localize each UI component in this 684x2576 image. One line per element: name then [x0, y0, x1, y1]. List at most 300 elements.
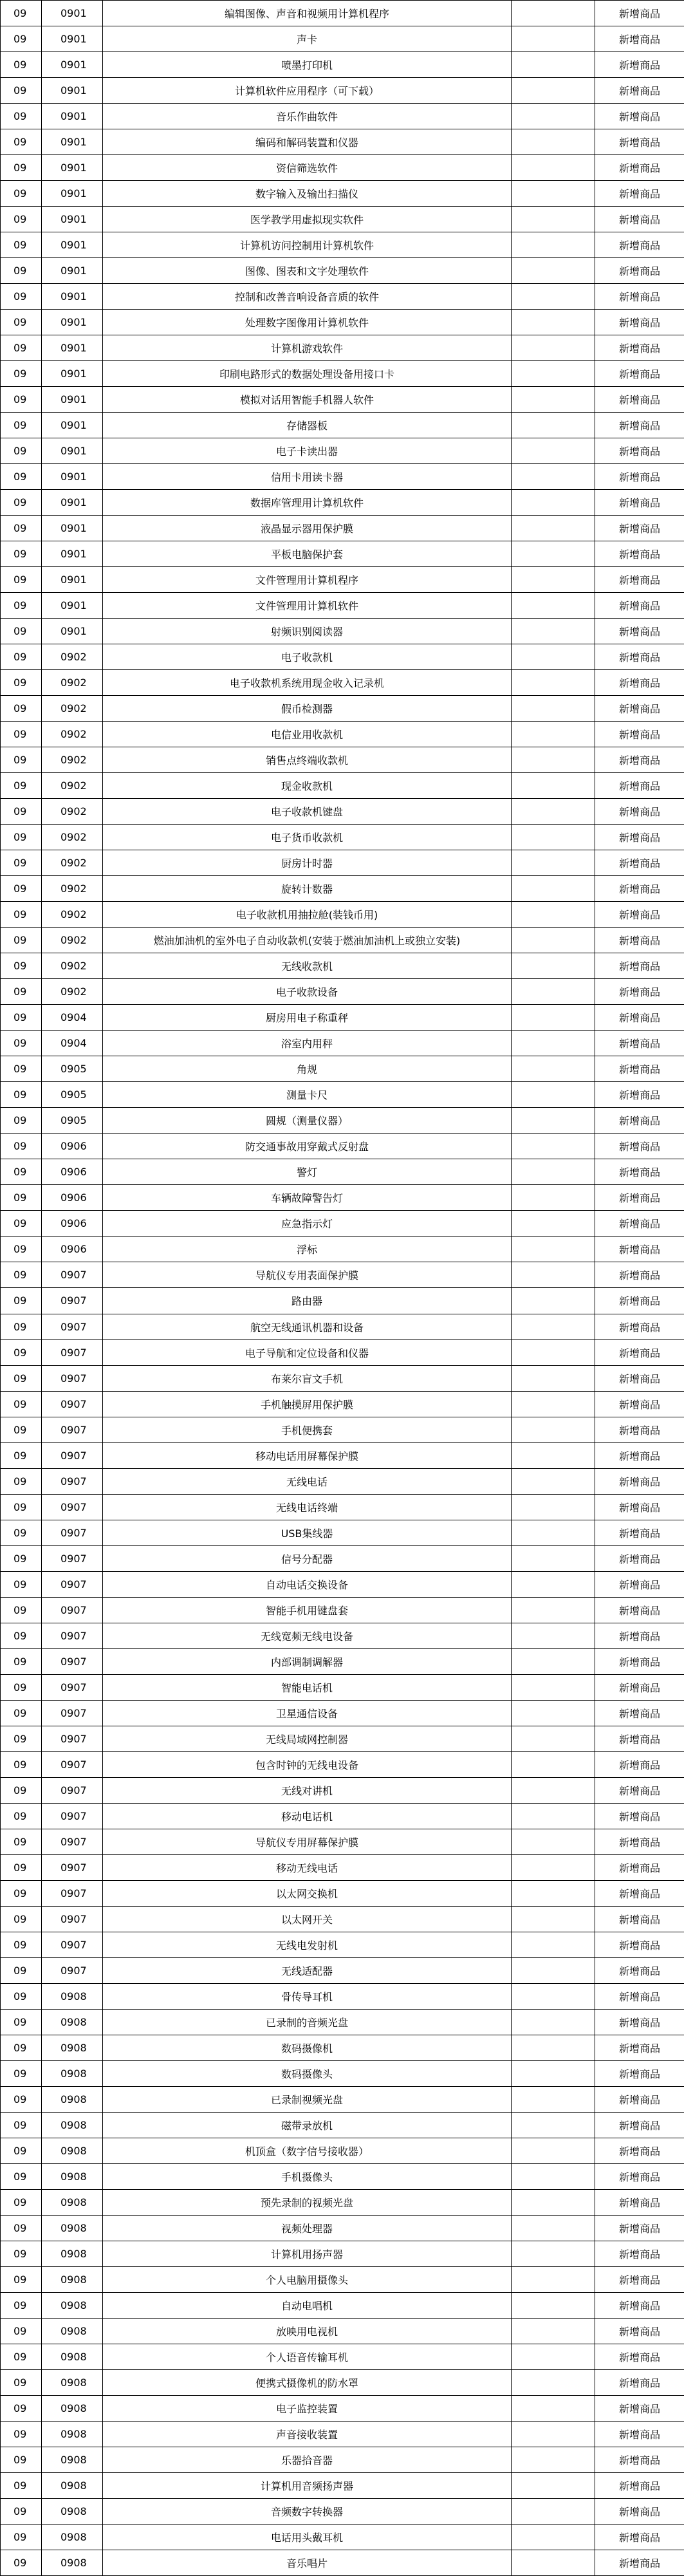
empty-cell — [512, 78, 595, 104]
class-cell: 09 — [1, 2035, 42, 2061]
remark-cell: 新增商品 — [595, 155, 684, 181]
class-cell: 09 — [1, 413, 42, 438]
group-code-cell: 0902 — [42, 773, 103, 799]
remark-cell: 新增商品 — [595, 902, 684, 928]
group-code-cell: 0901 — [42, 232, 103, 258]
class-cell: 09 — [1, 52, 42, 78]
group-code-cell: 0901 — [42, 284, 103, 310]
remark-cell: 新增商品 — [595, 26, 684, 52]
goods-name-cell: 内部调制调解器 — [103, 1649, 512, 1675]
goods-name-cell: 假币检测器 — [103, 696, 512, 722]
remark-cell: 新增商品 — [595, 2190, 684, 2216]
class-cell: 09 — [1, 2525, 42, 2550]
class-cell: 09 — [1, 1134, 42, 1159]
remark-cell: 新增商品 — [595, 1598, 684, 1623]
remark-cell: 新增商品 — [595, 2550, 684, 2576]
goods-name-cell: 电子收款机用抽拉舱(装钱币用) — [103, 902, 512, 928]
goods-name-cell: 编辑图像、声音和视频用计算机程序 — [103, 1, 512, 26]
empty-cell — [512, 2061, 595, 2087]
goods-name-cell: 液晶显示器用保护膜 — [103, 516, 512, 541]
goods-name-cell: 智能电话机 — [103, 1675, 512, 1701]
group-code-cell: 0907 — [42, 1314, 103, 1340]
goods-name-cell: 无线对讲机 — [103, 1778, 512, 1804]
goods-name-cell: 无线电话终端 — [103, 1495, 512, 1520]
class-cell: 09 — [1, 1907, 42, 1932]
remark-cell: 新增商品 — [595, 129, 684, 155]
remark-cell: 新增商品 — [595, 2319, 684, 2344]
remark-cell: 新增商品 — [595, 1932, 684, 1958]
group-code-cell: 0906 — [42, 1159, 103, 1185]
empty-cell — [512, 1108, 595, 1134]
empty-cell — [512, 644, 595, 670]
remark-cell: 新增商品 — [595, 799, 684, 825]
empty-cell — [512, 361, 595, 387]
goods-name-cell: 数据库管理用计算机软件 — [103, 490, 512, 516]
empty-cell — [512, 2550, 595, 2576]
empty-cell — [512, 1134, 595, 1159]
goods-name-cell: 印刷电路形式的数据处理设备用接口卡 — [103, 361, 512, 387]
group-code-cell: 0908 — [42, 2190, 103, 2216]
class-cell: 09 — [1, 1701, 42, 1726]
remark-cell: 新增商品 — [595, 1108, 684, 1134]
goods-name-cell: USB集线器 — [103, 1520, 512, 1546]
group-code-cell: 0901 — [42, 593, 103, 619]
group-code-cell: 0908 — [42, 2216, 103, 2241]
empty-cell — [512, 670, 595, 696]
class-cell: 09 — [1, 335, 42, 361]
group-code-cell: 0901 — [42, 335, 103, 361]
empty-cell — [512, 2010, 595, 2035]
empty-cell — [512, 2035, 595, 2061]
empty-cell — [512, 52, 595, 78]
empty-cell — [512, 541, 595, 567]
empty-cell — [512, 1623, 595, 1649]
goods-name-cell: 浮标 — [103, 1237, 512, 1262]
empty-cell — [512, 1598, 595, 1623]
remark-cell: 新增商品 — [595, 516, 684, 541]
remark-cell: 新增商品 — [595, 207, 684, 232]
group-code-cell: 0908 — [42, 2422, 103, 2447]
class-cell: 09 — [1, 1417, 42, 1443]
goods-name-cell: 布莱尔盲文手机 — [103, 1366, 512, 1392]
goods-name-cell: 医学教学用虚拟现实软件 — [103, 207, 512, 232]
goods-name-cell: 已录制视频光盘 — [103, 2087, 512, 2113]
remark-cell: 新增商品 — [595, 1675, 684, 1701]
remark-cell: 新增商品 — [595, 1443, 684, 1469]
group-code-cell: 0901 — [42, 78, 103, 104]
group-code-cell: 0901 — [42, 361, 103, 387]
class-cell: 09 — [1, 1752, 42, 1778]
group-code-cell: 0907 — [42, 1804, 103, 1829]
goods-name-cell: 无线适配器 — [103, 1958, 512, 1984]
empty-cell — [512, 104, 595, 129]
remark-cell: 新增商品 — [595, 361, 684, 387]
goods-name-cell: 车辆故障警告灯 — [103, 1185, 512, 1211]
remark-cell: 新增商品 — [595, 1340, 684, 1366]
class-cell: 09 — [1, 593, 42, 619]
group-code-cell: 0907 — [42, 1881, 103, 1907]
remark-cell: 新增商品 — [595, 335, 684, 361]
goods-name-cell: 防交通事故用穿戴式反射盘 — [103, 1134, 512, 1159]
goods-name-cell: 资信筛选软件 — [103, 155, 512, 181]
class-cell: 09 — [1, 1237, 42, 1262]
goods-name-cell: 已录制的音频光盘 — [103, 2010, 512, 2035]
class-cell: 09 — [1, 2447, 42, 2473]
group-code-cell: 0908 — [42, 2344, 103, 2370]
remark-cell: 新增商品 — [595, 1469, 684, 1495]
group-code-cell: 0908 — [42, 2241, 103, 2267]
empty-cell — [512, 1829, 595, 1855]
class-cell: 09 — [1, 1495, 42, 1520]
goods-name-cell: 计算机用扬声器 — [103, 2241, 512, 2267]
empty-cell — [512, 1881, 595, 1907]
remark-cell: 新增商品 — [595, 1829, 684, 1855]
remark-cell: 新增商品 — [595, 1211, 684, 1237]
empty-cell — [512, 567, 595, 593]
class-cell: 09 — [1, 1855, 42, 1881]
class-cell: 09 — [1, 1649, 42, 1675]
group-code-cell: 0907 — [42, 1340, 103, 1366]
goods-name-cell: 数字输入及输出扫描仪 — [103, 181, 512, 207]
goods-name-cell: 角规 — [103, 1056, 512, 1082]
goods-name-cell: 乐器拾音器 — [103, 2447, 512, 2473]
group-code-cell: 0901 — [42, 207, 103, 232]
remark-cell: 新增商品 — [595, 2241, 684, 2267]
remark-cell: 新增商品 — [595, 1082, 684, 1108]
group-code-cell: 0901 — [42, 26, 103, 52]
class-cell: 09 — [1, 953, 42, 979]
empty-cell — [512, 1958, 595, 1984]
empty-cell — [512, 2422, 595, 2447]
class-cell: 09 — [1, 1108, 42, 1134]
goods-name-cell: 数码摄像头 — [103, 2061, 512, 2087]
empty-cell — [512, 1469, 595, 1495]
goods-name-cell: 警灯 — [103, 1159, 512, 1185]
empty-cell — [512, 979, 595, 1005]
goods-name-cell: 卫星通信设备 — [103, 1701, 512, 1726]
class-cell: 09 — [1, 1288, 42, 1314]
class-cell: 09 — [1, 78, 42, 104]
class-cell: 09 — [1, 490, 42, 516]
class-cell: 09 — [1, 1778, 42, 1804]
class-cell: 09 — [1, 799, 42, 825]
class-cell: 09 — [1, 1520, 42, 1546]
empty-cell — [512, 335, 595, 361]
remark-cell: 新增商品 — [595, 464, 684, 490]
class-cell: 09 — [1, 207, 42, 232]
group-code-cell: 0901 — [42, 413, 103, 438]
empty-cell — [512, 2447, 595, 2473]
empty-cell — [512, 902, 595, 928]
empty-cell — [512, 155, 595, 181]
empty-cell — [512, 747, 595, 773]
class-cell: 09 — [1, 2422, 42, 2447]
group-code-cell: 0902 — [42, 953, 103, 979]
empty-cell — [512, 773, 595, 799]
remark-cell: 新增商品 — [595, 2138, 684, 2164]
remark-cell: 新增商品 — [595, 2216, 684, 2241]
class-cell: 09 — [1, 1623, 42, 1649]
group-code-cell: 0907 — [42, 1752, 103, 1778]
goods-name-cell: 计算机软件应用程序（可下载） — [103, 78, 512, 104]
empty-cell — [512, 2190, 595, 2216]
class-cell: 09 — [1, 2293, 42, 2319]
empty-cell — [512, 129, 595, 155]
goods-name-cell: 机顶盒（数字信号接收器） — [103, 2138, 512, 2164]
class-cell: 09 — [1, 258, 42, 284]
group-code-cell: 0901 — [42, 104, 103, 129]
goods-name-cell: 电子收款机 — [103, 644, 512, 670]
remark-cell: 新增商品 — [595, 953, 684, 979]
class-cell: 09 — [1, 619, 42, 644]
empty-cell — [512, 2113, 595, 2138]
remark-cell: 新增商品 — [595, 1520, 684, 1546]
goods-name-cell: 电子导航和定位设备和仪器 — [103, 1340, 512, 1366]
class-cell: 09 — [1, 1804, 42, 1829]
goods-name-cell: 控制和改善音响设备音质的软件 — [103, 284, 512, 310]
empty-cell — [512, 2370, 595, 2396]
class-cell: 09 — [1, 1082, 42, 1108]
empty-cell — [512, 1649, 595, 1675]
goods-name-cell: 文件管理用计算机软件 — [103, 593, 512, 619]
empty-cell — [512, 1855, 595, 1881]
group-code-cell: 0901 — [42, 155, 103, 181]
remark-cell: 新增商品 — [595, 1804, 684, 1829]
class-cell: 09 — [1, 876, 42, 902]
empty-cell — [512, 1907, 595, 1932]
goods-name-cell: 电子收款设备 — [103, 979, 512, 1005]
class-cell: 09 — [1, 1185, 42, 1211]
goods-name-cell: 燃油加油机的室外电子自动收款机(安装于燃油加油机上或独立安装) — [103, 928, 512, 953]
goods-name-cell: 电子监控装置 — [103, 2396, 512, 2422]
group-code-cell: 0902 — [42, 722, 103, 747]
group-code-cell: 0906 — [42, 1134, 103, 1159]
group-code-cell: 0902 — [42, 876, 103, 902]
goods-name-cell: 个人电脑用摄像头 — [103, 2267, 512, 2293]
group-code-cell: 0901 — [42, 464, 103, 490]
empty-cell — [512, 1159, 595, 1185]
goods-name-cell: 路由器 — [103, 1288, 512, 1314]
goods-name-cell: 模拟对话用智能手机器人软件 — [103, 387, 512, 413]
group-code-cell: 0901 — [42, 438, 103, 464]
class-cell: 09 — [1, 2499, 42, 2525]
class-cell: 09 — [1, 850, 42, 876]
group-code-cell: 0908 — [42, 2447, 103, 2473]
empty-cell — [512, 1082, 595, 1108]
group-code-cell: 0902 — [42, 747, 103, 773]
empty-cell — [512, 1366, 595, 1392]
remark-cell: 新增商品 — [595, 2447, 684, 2473]
empty-cell — [512, 1701, 595, 1726]
group-code-cell: 0907 — [42, 1443, 103, 1469]
class-cell: 09 — [1, 2216, 42, 2241]
group-code-cell: 0901 — [42, 129, 103, 155]
group-code-cell: 0907 — [42, 1932, 103, 1958]
group-code-cell: 0904 — [42, 1005, 103, 1031]
empty-cell — [512, 516, 595, 541]
group-code-cell: 0907 — [42, 1701, 103, 1726]
remark-cell: 新增商品 — [595, 1314, 684, 1340]
empty-cell — [512, 1185, 595, 1211]
remark-cell: 新增商品 — [595, 1701, 684, 1726]
remark-cell: 新增商品 — [595, 2113, 684, 2138]
group-code-cell: 0908 — [42, 2473, 103, 2499]
class-cell: 09 — [1, 1, 42, 26]
goods-name-cell: 音频数字转换器 — [103, 2499, 512, 2525]
class-cell: 09 — [1, 773, 42, 799]
class-cell: 09 — [1, 696, 42, 722]
goods-name-cell: 电子卡读出器 — [103, 438, 512, 464]
remark-cell: 新增商品 — [595, 1366, 684, 1392]
goods-name-cell: 数码摄像机 — [103, 2035, 512, 2061]
goods-name-cell: 移动电话用屏幕保护膜 — [103, 1443, 512, 1469]
empty-cell — [512, 1031, 595, 1056]
class-cell: 09 — [1, 284, 42, 310]
goods-name-cell: 个人语音传输耳机 — [103, 2344, 512, 2370]
empty-cell — [512, 490, 595, 516]
group-code-cell: 0902 — [42, 799, 103, 825]
class-cell: 09 — [1, 1675, 42, 1701]
group-code-cell: 0907 — [42, 1675, 103, 1701]
empty-cell — [512, 2087, 595, 2113]
group-code-cell: 0908 — [42, 2164, 103, 2190]
group-code-cell: 0901 — [42, 258, 103, 284]
remark-cell: 新增商品 — [595, 1417, 684, 1443]
group-code-cell: 0902 — [42, 670, 103, 696]
empty-cell — [512, 2319, 595, 2344]
goods-name-cell: 音乐唱片 — [103, 2550, 512, 2576]
remark-cell: 新增商品 — [595, 2370, 684, 2396]
remark-cell: 新增商品 — [595, 1185, 684, 1211]
goods-name-cell: 旋转计数器 — [103, 876, 512, 902]
empty-cell — [512, 1211, 595, 1237]
goods-name-cell: 导航仪专用屏幕保护膜 — [103, 1829, 512, 1855]
remark-cell: 新增商品 — [595, 1778, 684, 1804]
remark-cell: 新增商品 — [595, 1752, 684, 1778]
empty-cell — [512, 1314, 595, 1340]
empty-cell — [512, 258, 595, 284]
group-code-cell: 0901 — [42, 1, 103, 26]
remark-cell: 新增商品 — [595, 1855, 684, 1881]
group-code-cell: 0908 — [42, 2396, 103, 2422]
group-code-cell: 0901 — [42, 52, 103, 78]
remark-cell: 新增商品 — [595, 876, 684, 902]
goods-name-cell: 计算机用音频扬声器 — [103, 2473, 512, 2499]
goods-name-cell: 计算机访问控制用计算机软件 — [103, 232, 512, 258]
class-cell: 09 — [1, 902, 42, 928]
remark-cell: 新增商品 — [595, 670, 684, 696]
class-cell: 09 — [1, 181, 42, 207]
goods-name-cell: 射频识别阅读器 — [103, 619, 512, 644]
group-code-cell: 0901 — [42, 181, 103, 207]
group-code-cell: 0907 — [42, 1829, 103, 1855]
goods-name-cell: 智能手机用键盘套 — [103, 1598, 512, 1623]
goods-name-cell: 音乐作曲软件 — [103, 104, 512, 129]
class-cell: 09 — [1, 979, 42, 1005]
goods-name-cell: 圆规（测量仪器） — [103, 1108, 512, 1134]
empty-cell — [512, 619, 595, 644]
empty-cell — [512, 850, 595, 876]
class-cell: 09 — [1, 2396, 42, 2422]
remark-cell: 新增商品 — [595, 1726, 684, 1752]
remark-cell: 新增商品 — [595, 825, 684, 850]
empty-cell — [512, 1005, 595, 1031]
goods-name-cell: 电信业用收款机 — [103, 722, 512, 747]
group-code-cell: 0907 — [42, 1469, 103, 1495]
class-cell: 09 — [1, 747, 42, 773]
remark-cell: 新增商品 — [595, 2525, 684, 2550]
goods-name-cell: 测量卡尺 — [103, 1082, 512, 1108]
group-code-cell: 0907 — [42, 1778, 103, 1804]
goods-name-cell: 厨房用电子称重秤 — [103, 1005, 512, 1031]
group-code-cell: 0908 — [42, 2087, 103, 2113]
remark-cell: 新增商品 — [595, 1958, 684, 1984]
remark-cell: 新增商品 — [595, 2035, 684, 2061]
remark-cell: 新增商品 — [595, 979, 684, 1005]
empty-cell — [512, 2164, 595, 2190]
goods-name-cell: 航空无线通讯机器和设备 — [103, 1314, 512, 1340]
group-code-cell: 0907 — [42, 1855, 103, 1881]
group-code-cell: 0901 — [42, 541, 103, 567]
goods-name-cell: 无线宽频无线电设备 — [103, 1623, 512, 1649]
empty-cell — [512, 464, 595, 490]
group-code-cell: 0908 — [42, 2010, 103, 2035]
group-code-cell: 0908 — [42, 2061, 103, 2087]
class-cell: 09 — [1, 1159, 42, 1185]
empty-cell — [512, 1237, 595, 1262]
class-cell: 09 — [1, 2319, 42, 2344]
remark-cell: 新增商品 — [595, 232, 684, 258]
remark-cell: 新增商品 — [595, 850, 684, 876]
group-code-cell: 0907 — [42, 1907, 103, 1932]
class-cell: 09 — [1, 2241, 42, 2267]
goods-name-cell: 电子收款机系统用现金收入记录机 — [103, 670, 512, 696]
group-code-cell: 0908 — [42, 2293, 103, 2319]
group-code-cell: 0902 — [42, 902, 103, 928]
group-code-cell: 0907 — [42, 1726, 103, 1752]
goods-name-cell: 移动无线电话 — [103, 1855, 512, 1881]
remark-cell: 新增商品 — [595, 2293, 684, 2319]
goods-name-cell: 放映用电视机 — [103, 2319, 512, 2344]
remark-cell: 新增商品 — [595, 2344, 684, 2370]
group-code-cell: 0901 — [42, 310, 103, 335]
goods-name-cell: 导航仪专用表面保护膜 — [103, 1262, 512, 1288]
remark-cell: 新增商品 — [595, 1984, 684, 2010]
empty-cell — [512, 232, 595, 258]
remark-cell: 新增商品 — [595, 1262, 684, 1288]
group-code-cell: 0901 — [42, 490, 103, 516]
remark-cell: 新增商品 — [595, 1881, 684, 1907]
remark-cell: 新增商品 — [595, 104, 684, 129]
class-cell: 09 — [1, 438, 42, 464]
remark-cell: 新增商品 — [595, 2473, 684, 2499]
remark-cell: 新增商品 — [595, 773, 684, 799]
class-cell: 09 — [1, 670, 42, 696]
class-cell: 09 — [1, 1314, 42, 1340]
class-cell: 09 — [1, 722, 42, 747]
remark-cell: 新增商品 — [595, 1005, 684, 1031]
remark-cell: 新增商品 — [595, 52, 684, 78]
empty-cell — [512, 1726, 595, 1752]
class-cell: 09 — [1, 1958, 42, 1984]
remark-cell: 新增商品 — [595, 1495, 684, 1520]
goods-name-cell: 计算机游戏软件 — [103, 335, 512, 361]
remark-cell: 新增商品 — [595, 747, 684, 773]
goods-name-cell: 无线局域网控制器 — [103, 1726, 512, 1752]
empty-cell — [512, 1443, 595, 1469]
remark-cell: 新增商品 — [595, 1572, 684, 1598]
empty-cell — [512, 181, 595, 207]
